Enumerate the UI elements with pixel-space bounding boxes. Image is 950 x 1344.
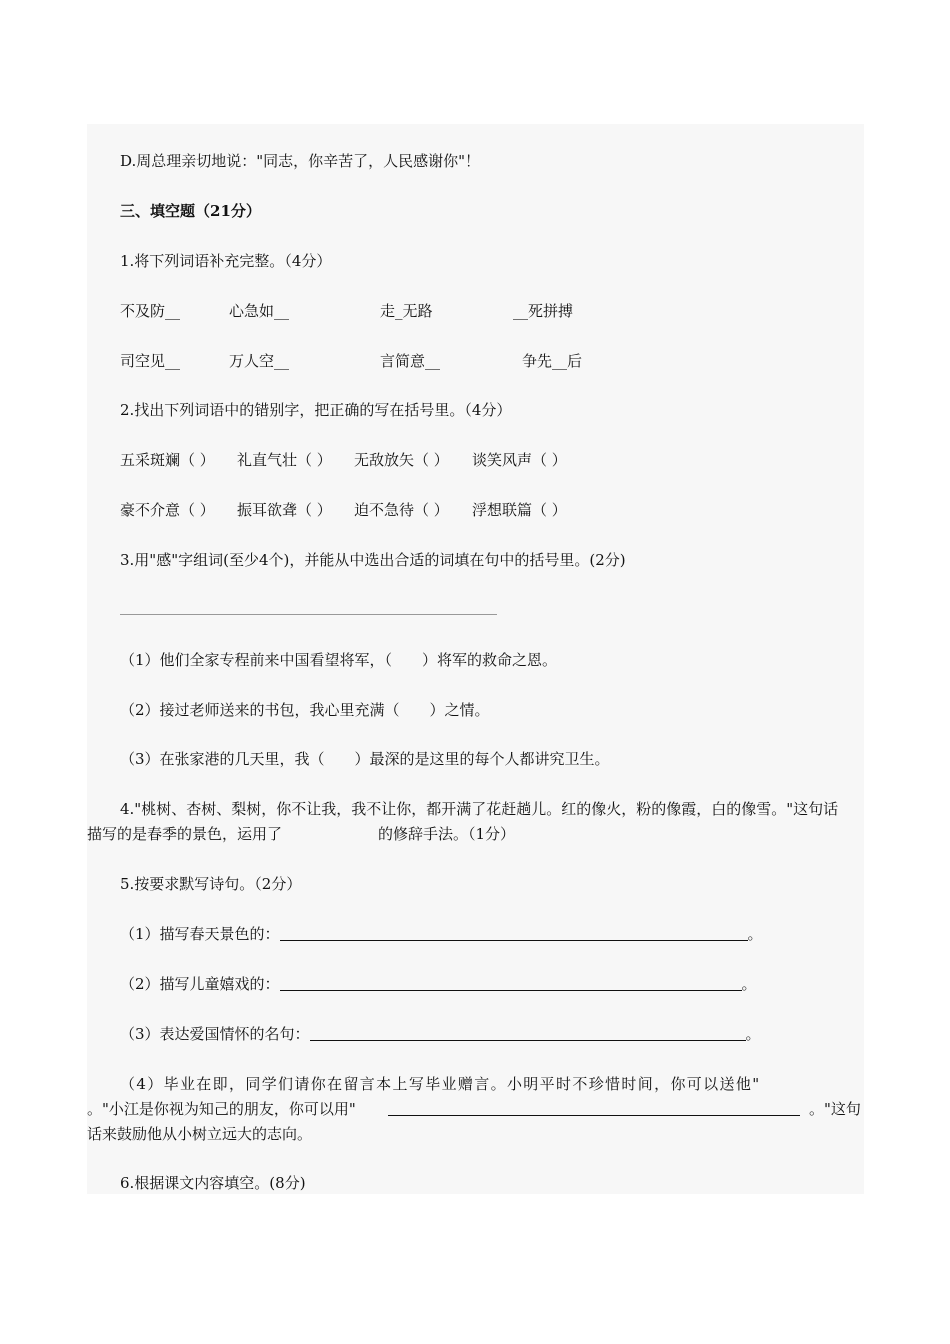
option-d: D.周总理亲切地说："同志，你辛苦了，人民感谢你"！ — [120, 152, 481, 170]
q5-answer-blank-3[interactable] — [310, 1026, 746, 1041]
q5-item-3-label: （3）表达爱国情怀的名句： — [120, 1025, 310, 1043]
q5-item-2-label: （2）描写儿童嬉戏的： — [120, 975, 280, 993]
q1-title: 1.将下列词语补充完整。（4分） — [120, 252, 332, 270]
q1-row-2 — [120, 351, 820, 371]
q1-word: 不及防__ — [120, 302, 181, 320]
q2-row-1 — [120, 450, 820, 470]
q5-item-1 — [120, 924, 763, 944]
q3-sentence-1: （1）他们全家专程前来中国看望将军，（ ）将军的救命之恩。 — [120, 651, 558, 669]
section-title: 三、填空题（21分） — [120, 202, 261, 220]
q2-word: 无敌放矢（ ） — [354, 451, 449, 469]
q1-word: __死拼搏 — [513, 302, 574, 320]
q2-word: 豪不介意（ ） — [120, 501, 215, 519]
q5-answer-blank-2[interactable] — [280, 976, 742, 991]
q5-answer-blank-4[interactable] — [388, 1101, 800, 1116]
q4-text-a: 描写的是春季的景色，运用了 — [87, 825, 283, 843]
q1-word: 言简意__ — [380, 352, 441, 370]
q1-word: 走_无路 — [380, 302, 433, 320]
q5-answer-blank-1[interactable] — [280, 926, 748, 941]
q5-title: 5.按要求默写诗句。（2分） — [120, 875, 302, 893]
q2-word: 迫不急待（ ） — [354, 501, 449, 519]
q2-row-2 — [120, 500, 820, 520]
q3-sentence-2: （2）接过老师送来的书包，我心里充满（ ）之情。 — [120, 701, 490, 719]
q4-line-1: 4."桃树、杏树、梨树，你不让我，我不让你，都开满了花赶趟儿。红的像火，粉的像霞，白的像雪。"这句话 — [120, 800, 839, 818]
q5-item-4-line-3: 话来鼓励他从小树立远大的志向。 — [87, 1125, 313, 1143]
q2-word: 礼直气壮（ ） — [237, 451, 332, 469]
q5-item-4-line-2 — [87, 1099, 863, 1119]
q3-title: 3.用"感"字组词(至少4个)，并能从中选出合适的词填在句中的括号里。(2分) — [120, 551, 626, 569]
q5-item-4-text-b: 。"这句 — [809, 1100, 861, 1118]
q5-item-4-text-a: 。"小江是你视为知己的朋友，你可以用" — [87, 1100, 356, 1118]
q5-item-2 — [120, 974, 757, 994]
q2-word: 振耳欲聋（ ） — [237, 501, 332, 519]
q1-word: 万人空__ — [229, 352, 290, 370]
q6-title: 6.根据课文内容填空。(8分) — [120, 1174, 306, 1192]
q5-item-1-label: （1）描写春天景色的： — [120, 925, 280, 943]
q1-word: 心急如__ — [229, 302, 290, 320]
q5-item-3 — [120, 1024, 761, 1044]
q2-word: 五采斑斓（ ） — [120, 451, 215, 469]
q5-end-mark: 。 — [745, 1025, 761, 1043]
q1-row-1 — [120, 301, 820, 321]
q3-sentence-3: （3）在张家港的几天里，我（ ）最深的是这里的每个人都讲究卫生。 — [120, 750, 610, 768]
q5-end-mark: 。 — [741, 975, 757, 993]
q2-title: 2.找出下列词语中的错别字，把正确的写在括号里。（4分） — [120, 401, 512, 419]
q5-end-mark: 。 — [747, 925, 763, 943]
q4-line-2 — [87, 824, 515, 844]
q2-word: 谈笑风声（ ） — [472, 451, 567, 469]
q2-word: 浮想联篇（ ） — [472, 501, 567, 519]
q1-word: 司空见__ — [120, 352, 181, 370]
q5-item-4-line-1: （4）毕业在即，同学们请你在留言本上写毕业赠言。小明平时不珍惜时间，你可以送他" — [120, 1075, 761, 1093]
q1-word: 争先__后 — [522, 352, 583, 370]
q3-answer-line — [120, 614, 497, 615]
q4-text-b: 的修辞手法。（1分） — [378, 825, 516, 843]
